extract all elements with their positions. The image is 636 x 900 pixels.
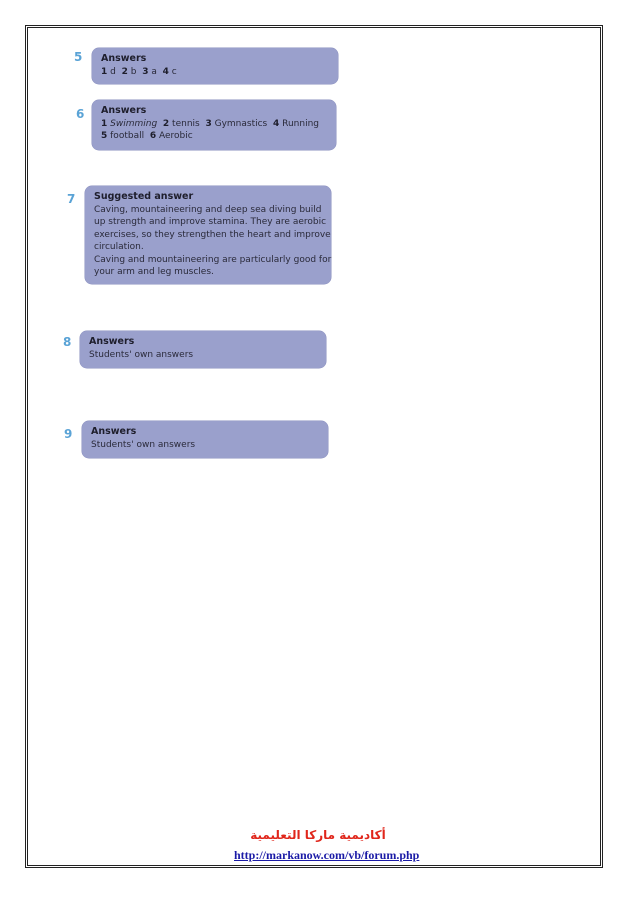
answer-index: 4 bbox=[272, 118, 280, 129]
answer-value: d bbox=[110, 66, 116, 77]
answer-value: Swimming bbox=[110, 118, 158, 129]
answer-index: 4 bbox=[162, 66, 169, 77]
answer-text-line: up strength and improve stamina. They are aerobic bbox=[94, 217, 327, 227]
answer-line bbox=[101, 118, 327, 131]
answer-text-line: exercises, so they strengthen the heart and improve bbox=[94, 229, 331, 240]
answer-heading: Answers bbox=[89, 336, 135, 347]
question-number: 9 bbox=[64, 427, 73, 441]
question-number: 8 bbox=[63, 335, 72, 349]
answer-index: 2 bbox=[121, 66, 128, 77]
answer-text-line: your arm and leg muscles. bbox=[94, 267, 214, 277]
answer-value: a bbox=[151, 66, 157, 77]
forum-link[interactable]: http://markanow.com/vb/forum.php bbox=[234, 848, 420, 862]
answer-index: 6 bbox=[149, 131, 157, 141]
answer-value: Running bbox=[282, 118, 320, 129]
answer-heading: Answers bbox=[91, 426, 137, 437]
answer-value: b bbox=[130, 66, 137, 77]
answer-heading: Answers bbox=[101, 53, 147, 64]
answer-value: football bbox=[110, 131, 145, 141]
answer-text-line: Caving, mountaineering and deep sea diving build bbox=[94, 204, 322, 215]
answer-index: 1 bbox=[101, 118, 108, 129]
answer-line bbox=[101, 130, 327, 143]
answer-value: Gymnastics bbox=[214, 118, 268, 129]
question-number: 6 bbox=[76, 107, 85, 121]
answer-box bbox=[85, 186, 331, 284]
answer-value: tennis bbox=[172, 118, 200, 129]
answer-box bbox=[82, 421, 328, 458]
answer-index: 5 bbox=[101, 131, 108, 141]
answer-heading: Suggested answer bbox=[94, 191, 194, 202]
answer-text-line: circulation. bbox=[94, 242, 144, 252]
question-number: 7 bbox=[67, 192, 76, 206]
answer-value: Aerobic bbox=[158, 131, 193, 141]
answer-heading: Answers bbox=[101, 105, 147, 116]
answer-index: 2 bbox=[162, 118, 170, 129]
academy-name: أكاديمية ماركا التعليمية bbox=[250, 828, 386, 842]
answer-box bbox=[80, 331, 326, 368]
answer-value: c bbox=[171, 66, 177, 77]
answer-index: 3 bbox=[205, 118, 212, 129]
answer-text-line: Students' own answers bbox=[89, 349, 194, 360]
answer-text-line: Students' own answers bbox=[91, 439, 196, 450]
answer-text-line: Caving and mountaineering are particularly good for bbox=[94, 254, 332, 265]
question-number: 5 bbox=[74, 50, 83, 64]
answer-index: 3 bbox=[142, 66, 149, 77]
answer-index: 1 bbox=[101, 66, 108, 77]
answer-box bbox=[92, 100, 336, 150]
answer-box bbox=[92, 48, 338, 84]
answer-line bbox=[101, 66, 329, 79]
